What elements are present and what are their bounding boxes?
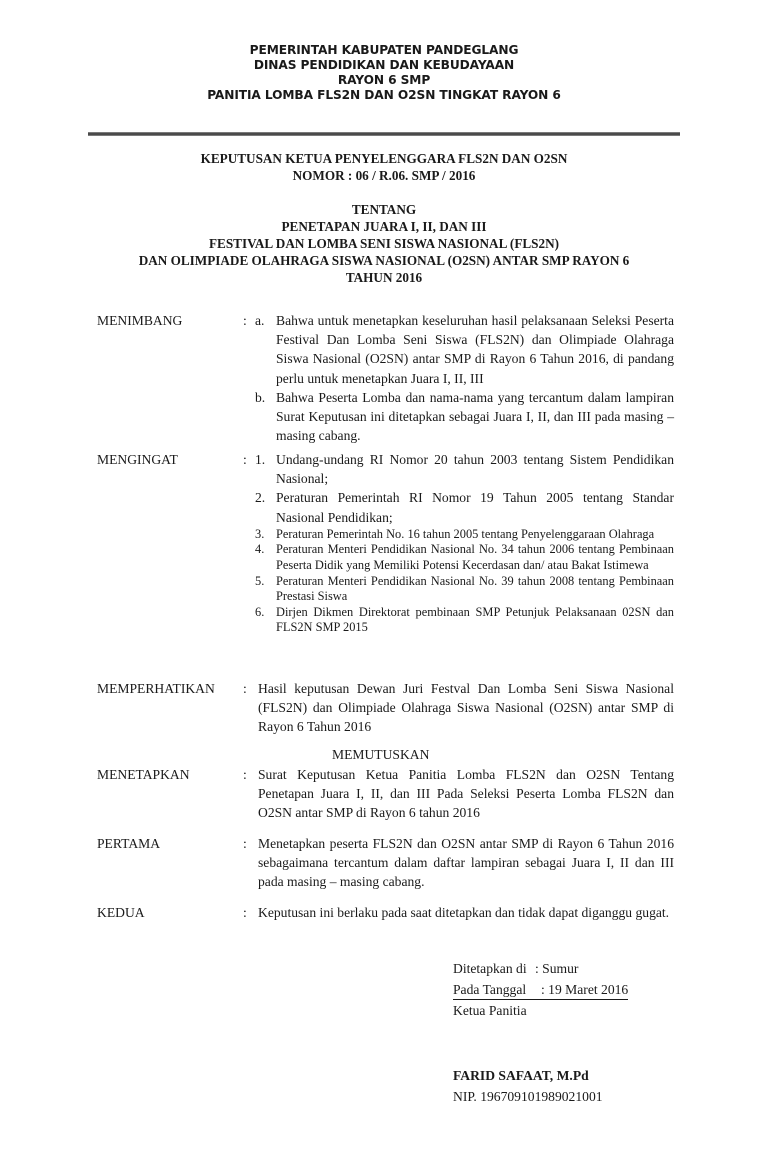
list-text: Peraturan Pemerintah RI Nomor 19 Tahun 2005 tentang Standar Nasional Pendidikan; [276,490,674,525]
list-item [255,527,674,543]
list-marker: b. [255,389,266,405]
list-item [255,605,674,636]
decree-number: NOMOR : 06 / R.06. SMP / 2016 [292,168,476,183]
signer-nip: NIP. 196709101989021001 [453,1089,603,1104]
signature-date [453,980,628,1000]
memutuskan-heading: MEMUTUSKAN [332,747,430,762]
date-label: Pada Tanggal [453,982,527,997]
list-text: Peraturan Menteri Pendidikan Nasional No. 39 tahun 2008 tentang Pembinaan Prestasi Siswa [276,573,674,604]
list-item [255,542,674,573]
list-marker: 6. [255,604,265,619]
signer-name: FARID SAFAAT, M.Pd [453,1068,589,1083]
list-text: Bahwa Peserta Lomba dan nama-nama yang tercantum dalam lampiran Surat Keputusan ini ditetapkan sebagai Juara I, II, dan III pada masing – masing cabang. [276,389,674,444]
decree-about: TENTANG [351,202,417,217]
letterhead-line-committee: PANITIA LOMBA FLS2N DAN O2SN TINGKAT RAYON 6 [207,88,561,102]
decree-heading: KEPUTUSAN KETUA PENYELENGGARA FLS2N DAN O2SN [200,151,568,166]
section-colon: : [243,681,247,696]
place-value: : Sumur [535,961,579,976]
section-colon: : [243,313,247,328]
list-text: Undang-undang RI Nomor 20 tahun 2003 tentang Sistem Pendidikan Nasional; [276,452,674,487]
list-marker: 4. [255,542,265,557]
list-item [255,574,674,605]
letterhead-divider [88,132,680,136]
list-marker: 2. [255,490,266,506]
section-colon: : [243,767,247,782]
list-text: Peraturan Pemerintah No. 16 tahun 2005 tentang Penyelenggaraan Olahraga [276,526,655,541]
decree-subject-line: PENETAPAN JUARA I, II, DAN III [281,219,487,234]
list-text: Peraturan Menteri Pendidikan Nasional No. 34 tahun 2006 tentang Pembinaan Peserta Didik yang Memiliki Potensi Kecerdasan dan/ atau Bakat Istimewa [276,542,674,572]
signature-place [453,958,628,979]
place-label: Ditetapkan di [453,961,527,976]
section-label: KEDUA [97,905,145,920]
decree-subject-line: DAN OLIMPIADE OLAHRAGA SISWA NASIONAL (O2SN) ANTAR SMP RAYON 6 [138,253,630,268]
signer-position: Ketua Panitia [453,1003,527,1018]
date-value: : 19 Maret 2016 [541,982,629,997]
menimbang-list [255,311,674,445]
list-marker: a. [255,313,265,328]
section-label: MENETAPKAN [97,767,190,782]
section-label: MENIMBANG [97,313,183,328]
section-label: MENGINGAT [97,452,178,467]
section-colon: : [243,905,247,920]
decree-subject-line: FESTIVAL DAN LOMBA SENI SISWA NASIONAL (FLS2N) [208,236,560,251]
list-item [255,311,674,388]
letterhead-line-government: PEMERINTAH KABUPATEN PANDEGLANG [249,43,519,57]
section-text: Hasil keputusan Dewan Juri Festval Dan Lomba Seni Siswa Nasional (FLS2N) dan Olimpiade Olahraga Siswa Nasional (O2SN) antar SMP di Rayon 6 Tahun 2016 [258,681,674,735]
list-text: Dirjen Dikmen Direktorat pembinaan SMP Petunjuk Pelaksanaan 02SN dan FLS2N SMP 2015 [276,604,674,635]
section-text: Keputusan ini berlaku pada saat ditetapkan dan tidak dapat diganggu gugat. [258,905,670,920]
decree-subject-line: TAHUN 2016 [345,270,423,285]
list-marker: 3. [255,526,265,541]
list-marker: 5. [255,573,265,588]
mengingat-list [255,450,674,636]
letterhead [0,43,768,103]
section-colon: : [243,452,247,467]
list-item [255,488,674,526]
decree-title [0,150,768,286]
section-label: MEMPERHATIKAN [97,681,215,696]
signature-block [453,958,628,1107]
section-label: PERTAMA [97,836,161,851]
letterhead-line-rayon: RAYON 6 SMP [337,73,431,87]
section-text: Surat Keputusan Ketua Panitia Lomba FLS2N dan O2SN Tentang Penetapan Juara I, II, dan III Pada Seleksi Peserta Lomba FLS2N dan O2SN antar SMP di Rayon 6 tahun 2016 [258,767,674,821]
section-colon: : [243,836,247,851]
list-item [255,388,674,446]
letterhead-line-department: DINAS PENDIDIKAN DAN KEBUDAYAAN [253,58,515,72]
section-text: Menetapkan peserta FLS2N dan O2SN antar SMP di Rayon 6 Tahun 2016 sebagaimana tercantum dalam daftar lampiran sebagai Juara I, II dan III pada masing – masing cabang. [258,836,674,890]
list-item [255,450,674,488]
list-marker: 1. [255,452,266,467]
list-text: Bahwa untuk menetapkan keseluruhan hasil pelaksanaan Seleksi Peserta Festival Dan Lomba Seni Siswa (FLS2N) dan Olimpiade Olahraga Siswa Nasional (O2SN) antar SMP di Rayon 6 Tahun 2016, di pandang perlu untuk menetapkan Juara I, II, III [276,313,674,386]
